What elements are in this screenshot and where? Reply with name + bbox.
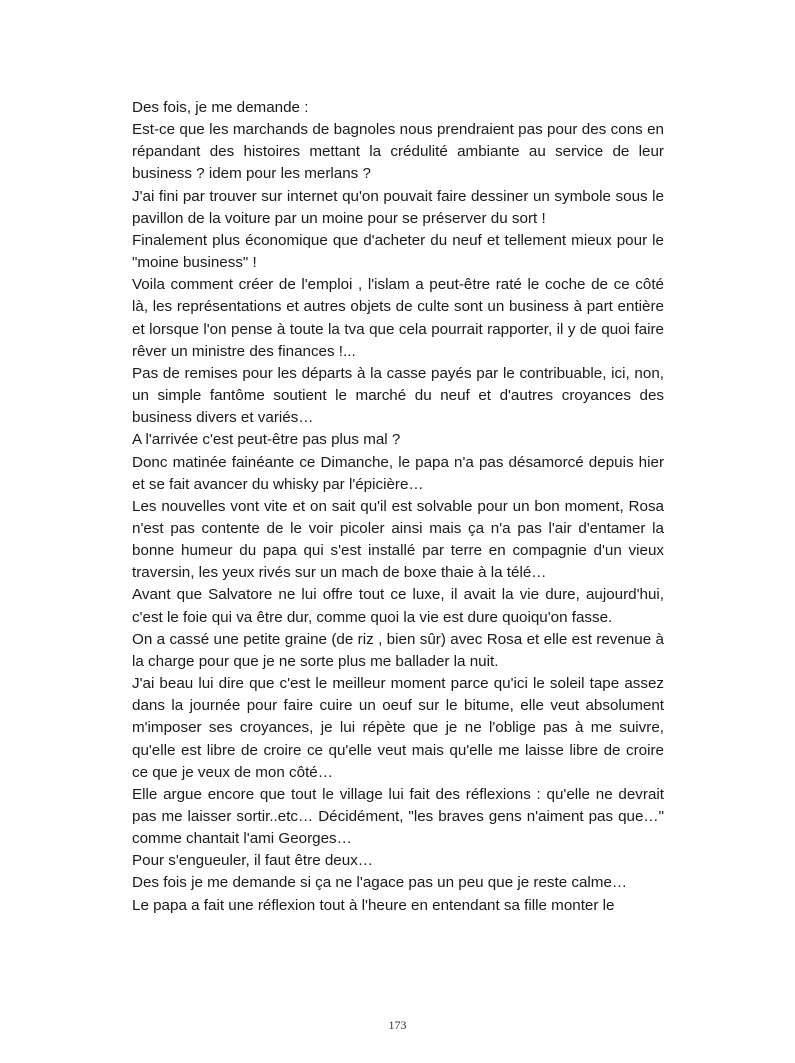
- paragraph: J'ai fini par trouver sur internet qu'on pouvait faire dessiner un symbole sous le pavillon de la voiture par un moine pour se préserver du sort !: [132, 187, 664, 227]
- paragraph: Voila comment créer de l'emploi , l'islam a peut-être raté le coche de ce côté là, les représentations et autres objets de culte sont un business à part entière et lorsque l'on pense à toute la tva que cela pourrait rapporter, il y de quoi faire rêver un ministre des finances !...: [132, 276, 664, 360]
- paragraph: Elle argue encore que tout le village lui fait des réflexions : qu'elle ne devrait pas me laisser sortir..etc… Décidément, "les braves gens n'aiment pas que…" comme chantait l'ami Georges…: [132, 785, 664, 848]
- body-text: [132, 97, 664, 917]
- paragraph: J'ai beau lui dire que c'est le meilleur moment parce qu'ici le soleil tape assez dans la journée pour faire cuire un oeuf sur le bitume, elle veut absolument m'imposer ses croyances, je lui répète que je ne l'oblige pas à me suivre, qu'elle est libre de croire ce qu'elle veut mais qu'elle me laisse libre de croire ce que je veux de mon côté…: [132, 675, 664, 781]
- page-number: 173: [388, 1018, 407, 1032]
- paragraph: Est-ce que les marchands de bagnoles nous prendraient pas pour des cons en répandant des histoires mettant la crédulité ambiante au service de leur business ? idem pour les merlans ?: [132, 121, 664, 183]
- paragraph: Pas de remises pour les départs à la casse payés par le contribuable, ici, non, un simple fantôme soutient le marché du neuf et d'autres croyances des business divers et variés…: [132, 364, 664, 427]
- paragraph: Des fois, je me demande :: [132, 99, 309, 116]
- paragraph: A l'arrivée c'est peut-être pas plus mal ?: [132, 431, 401, 449]
- paragraph: Les nouvelles vont vite et on sait qu'il est solvable pour un bon moment, Rosa n'est pas contente de le voir picoler ainsi mais ça n'a pas l'air d'entamer la bonne humeur du papa qui s'est installé par terre en compagnie d'un vieux traversin, les yeux rivés sur un mach de boxe thaie à la télé…: [132, 497, 664, 582]
- paragraph: Finalement plus économique que d'acheter du neuf et tellement mieux pour le "moine business" !: [132, 231, 664, 272]
- paragraph: Le papa a fait une réflexion tout à l'heure en entendant sa fille monter le: [132, 896, 615, 914]
- paragraph: Pour s'engueuler, il faut être deux…: [132, 852, 373, 870]
- paragraph: On a cassé une petite graine (de riz , bien sûr) avec Rosa et elle est revenue à la charge pour que je ne sorte plus me ballader la nuit.: [132, 630, 664, 670]
- paragraph: Avant que Salvatore ne lui offre tout ce luxe, il avait la vie dure, aujourd'hui, c'est le foie qui va être dur, comme quoi la vie est dure quoiqu'on fasse.: [132, 586, 664, 626]
- paragraph: Des fois je me demande si ça ne l'agace pas un peu que je reste calme…: [132, 874, 628, 892]
- paragraph: Donc matinée fainéante ce Dimanche, le papa n'a pas désamorcé depuis hier et se fait avancer du whisky par l'épicière…: [132, 453, 664, 493]
